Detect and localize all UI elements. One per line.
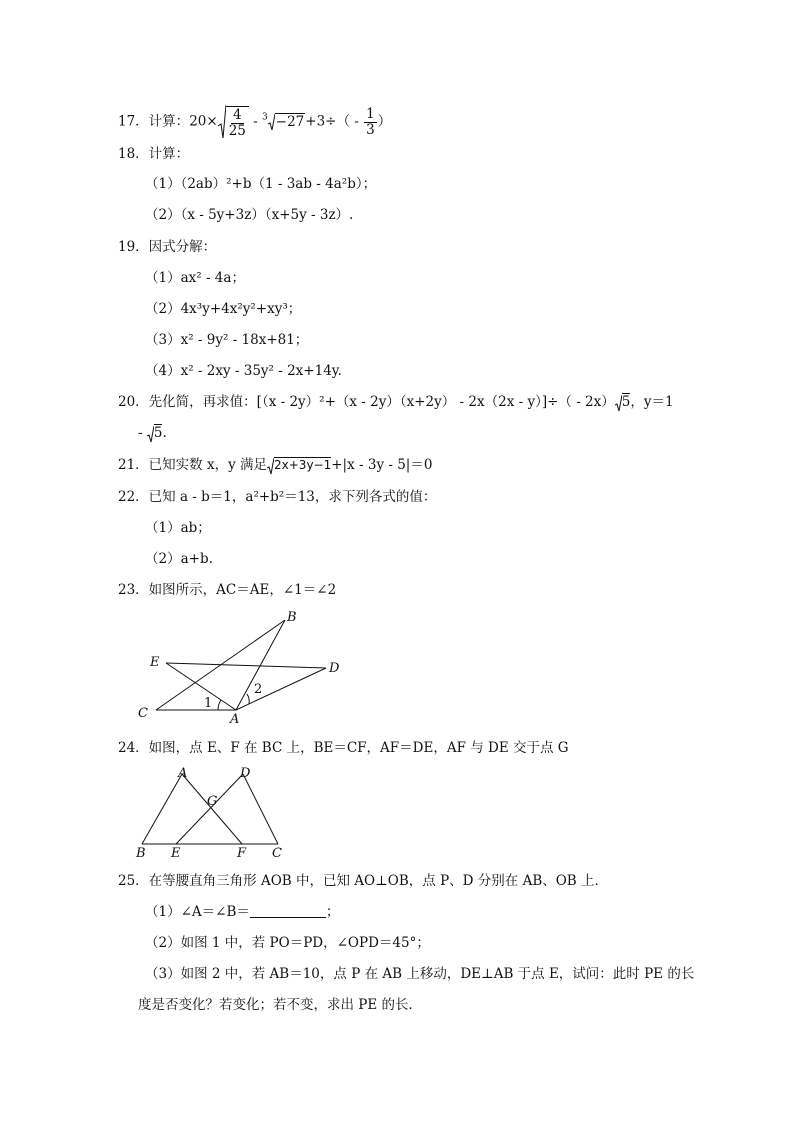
label-B: B (287, 610, 297, 625)
q19-part-2: （2）4x³y+4x²y²+xy³； (145, 301, 302, 317)
sqrt-sign-icon (218, 104, 226, 140)
question-20 (118, 392, 674, 412)
q20-root: 5 (621, 394, 631, 410)
sqrt-sign-icon (267, 457, 274, 475)
q17-cube-index: 3 (262, 112, 268, 123)
question-25: 25．在等腰直角三角形 AOB 中，已知 AO⊥OB，点 P、D 分别在 AB、OB 上． (118, 873, 609, 889)
q20-line2-root: 5 (153, 425, 163, 441)
q20-label: 20．先化简，再求值：[（x - 2y）²+（x - 2y）（x+2y） - 2x（2x - y）]÷（ - 2x） (118, 394, 615, 410)
answer-blank[interactable] (250, 903, 326, 918)
q25-part-1 (145, 902, 339, 922)
sqrt-sign-icon (615, 394, 622, 412)
q17-frac-num: 4 (232, 106, 242, 123)
figure-q23 (130, 605, 360, 730)
question-19: 19．因式分解： (118, 239, 217, 255)
q17-radicand: −27 (275, 113, 305, 130)
q21-tail: +|x - 3y - 5|＝0 (331, 457, 433, 473)
q17-frac2-den: 3 (366, 121, 375, 138)
q17-frac-den: 25 (228, 122, 246, 139)
q19-part-3: （3）x² - 9y² - 18x+81； (145, 332, 309, 348)
label-E: E (150, 655, 160, 670)
q25-part-1-text: （1）∠A＝∠B＝ (145, 904, 250, 920)
cube-root-sign-icon (268, 113, 275, 131)
q17-tail: +3÷（ - (305, 113, 364, 130)
label-C: C (272, 846, 282, 861)
q25-part-3-cont: 度是否变化？若变化；若不变，求出 PE 的长． (138, 997, 423, 1013)
q17-minus: - (248, 113, 263, 130)
q17-label: 17．计算： (118, 113, 190, 130)
q17-frac2-num: 1 (366, 105, 375, 122)
q25-part-3: （3）如图 2 中，若 AB＝10，点 P 在 AB 上移动，DE⊥AB 于点 E，试问：此时 PE 的长 (145, 966, 695, 982)
q22-part-2: （2）a+b. (145, 551, 213, 567)
q19-part-1: （1）ax² - 4a； (145, 270, 245, 286)
question-17 (118, 104, 391, 140)
q20-line2-prefix: - (138, 425, 147, 441)
q18-part-1: （1）（2ab）²+b（1 - 3ab - 4a²b）； (145, 176, 377, 192)
q20-tail: ，y＝1 (630, 394, 674, 410)
q21-label: 21．已知实数 x，y 满足 (118, 457, 268, 473)
question-23: 23．如图所示，AC＝AE，∠1＝∠2 (118, 582, 337, 598)
q21-radicand: 2x+3y−1 (274, 458, 332, 472)
question-21 (118, 455, 432, 475)
label-C: C (138, 706, 148, 721)
sqrt-sign-icon (147, 425, 154, 443)
q25-part-2: （2）如图 1 中，若 PO＝PD，∠OPD＝45°； (145, 935, 430, 951)
q25-part-1-end: ； (325, 904, 340, 920)
q17-close: ） (377, 113, 392, 130)
label-E: E (171, 846, 181, 861)
label-F: F (237, 846, 247, 861)
label-B: B (136, 846, 146, 861)
q18-part-2: （2）（x - 5y+3z）（x+5y - 3z）. (145, 207, 354, 223)
angle-2-label: 2 (254, 682, 263, 697)
label-A: A (230, 712, 240, 727)
label-A: A (178, 766, 188, 781)
question-24: 24．如图，点 E、F 在 BC 上，BE＝CF，AF＝DE，AF 与 DE 交于点 G (118, 740, 569, 756)
figure-q24 (130, 762, 290, 862)
label-D: D (329, 661, 340, 676)
q17-expr-a: 20× (189, 113, 218, 130)
question-18: 18．计算： (118, 146, 190, 162)
q20-line-2 (138, 423, 167, 443)
label-D: D (240, 766, 251, 781)
q20-line2-end: . (162, 425, 167, 441)
label-G: G (207, 794, 218, 809)
question-22: 22．已知 a - b＝1，a²+b²＝13，求下列各式的值： (118, 489, 437, 505)
q22-part-1: （1）ab； (145, 520, 211, 536)
angle-1-label: 1 (204, 696, 213, 711)
q19-part-4: （4）x² - 2xy - 35y² - 2x+14y. (145, 363, 342, 379)
